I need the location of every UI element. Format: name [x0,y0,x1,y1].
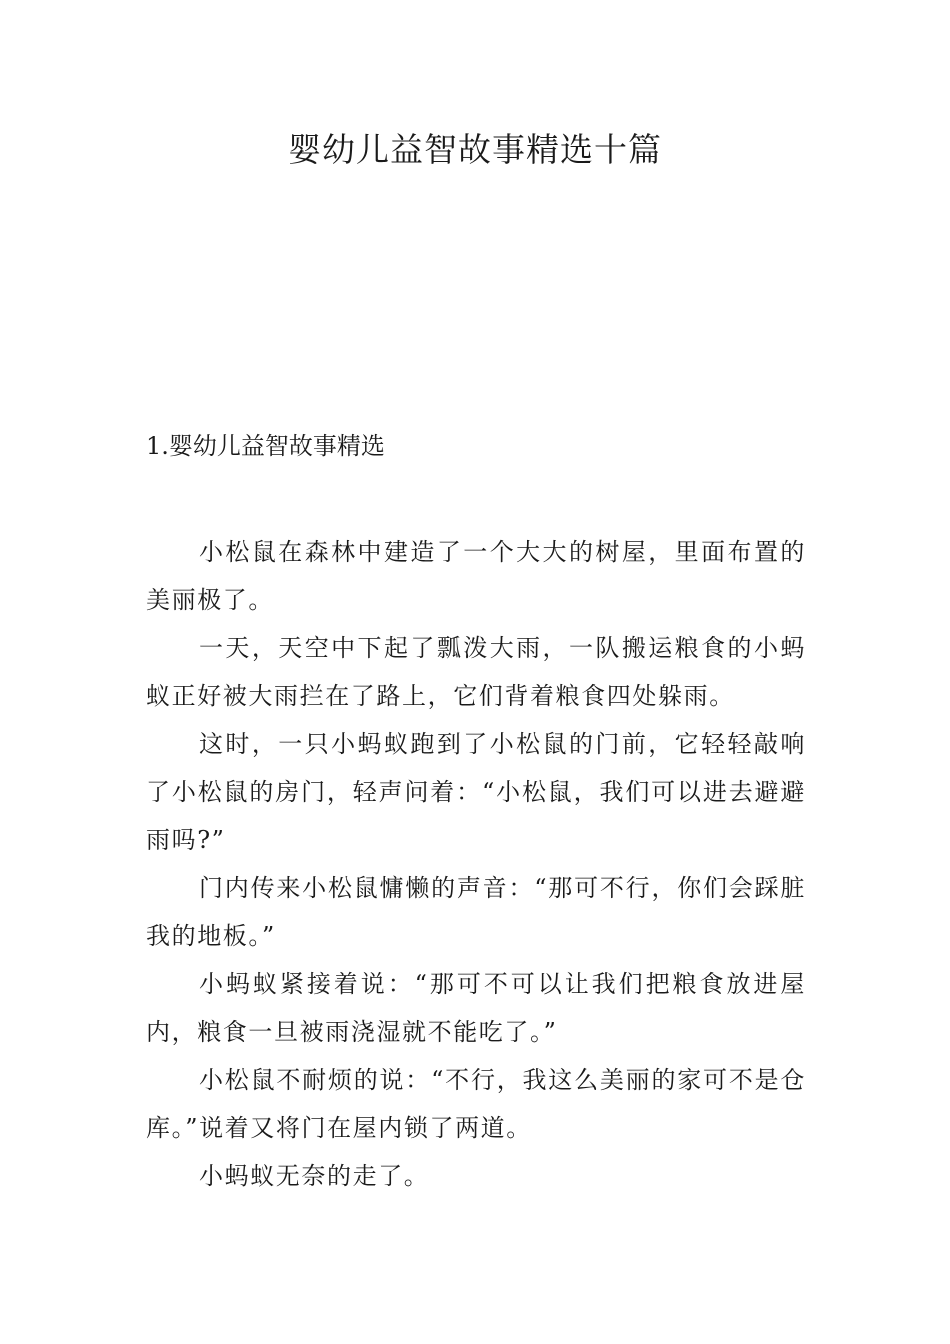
section-heading: 1.婴幼儿益智故事精选 [146,432,385,460]
paragraph: 这时，一只小蚂蚁跑到了小松鼠的门前，它轻轻敲响了小松鼠的房门，轻声问着：“小松鼠，我们可以进去避避雨吗?” [146,730,806,854]
paragraph: 门内传来小松鼠慵懒的声音：“那可不行，你们会踩脏我的地板。” [146,874,806,950]
paragraph: 一天，天空中下起了瓢泼大雨，一队搬运粮食的小蚂蚁正好被大雨拦在了路上，它们背着粮食四处躲雨。 [146,634,806,710]
document-title: 婴幼儿益智故事精选十篇 [288,130,662,169]
paragraph: 小松鼠不耐烦的说：“不行，我这么美丽的家可不是仓库。”说着又将门在屋内锁了两道。 [146,1066,806,1142]
story-body [146,528,806,1200]
paragraph: 小蚂蚁无奈的走了。 [199,1162,430,1190]
paragraph: 小蚂蚁紧接着说：“那可不可以让我们把粮食放进屋内，粮食一旦被雨浇湿就不能吃了。” [146,970,806,1046]
paragraph: 小松鼠在森林中建造了一个大大的树屋，里面布置的美丽极了。 [146,538,806,614]
